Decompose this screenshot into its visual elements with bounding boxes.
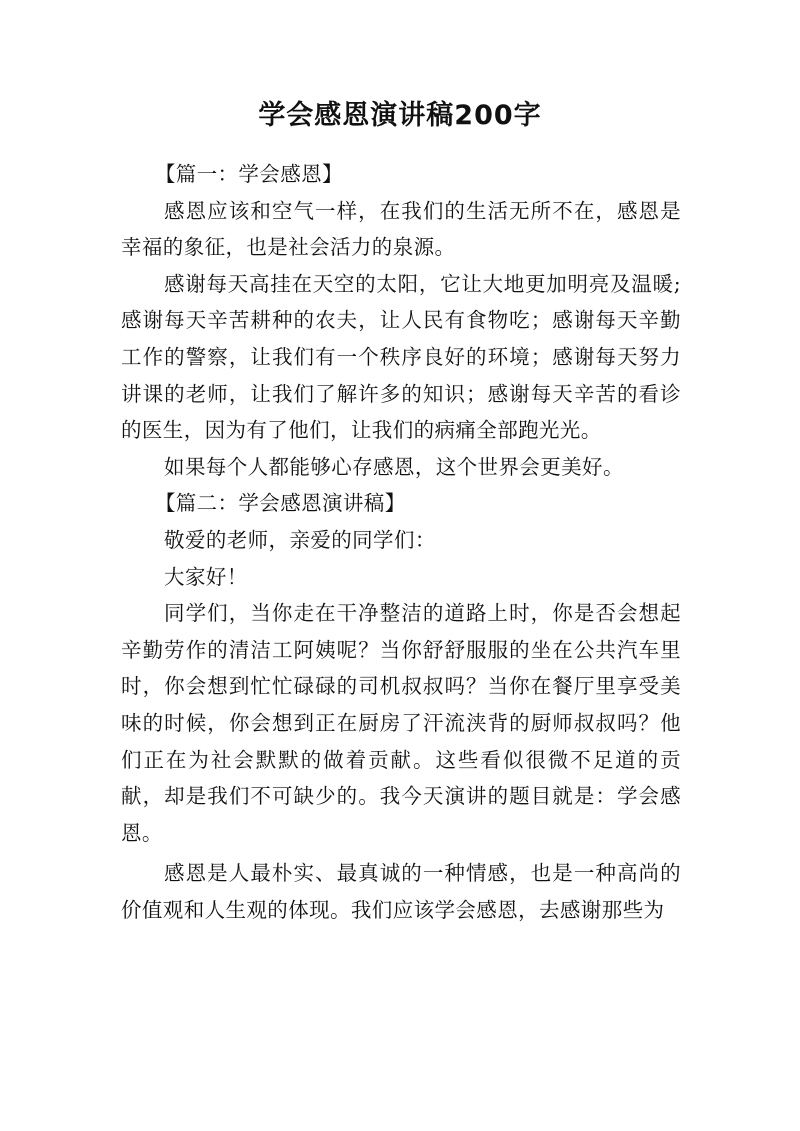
paragraph: 感恩是人最朴实、最真诚的一种情感，也是一种高尚的价值观和人生观的体现。我们应该学会感恩，去感谢那些为 (121, 861, 681, 922)
greeting: 大家好！ (164, 564, 248, 589)
paragraph: 如果每个人都能够心存感恩，这个世界会更美好。 (164, 454, 624, 479)
paragraph: 同学们，当你走在干净整洁的道路上时，你是否会想起辛勤劳作的清洁工阿姨呢？当你舒舒服服的坐在公共汽车里时，你会想到忙忙碌碌的司机叔叔吗？当你在餐厅里享受美味的时候，你会想到正在厨房了汗流浃背的厨师叔叔吗？他们正在为社会默默的做着贡献。这些看似很微不足道的贡献，却是我们不可缺少的。我今天演讲的题目就是：学会感恩。 (121, 601, 681, 845)
section-heading-2: 【篇二：学会感恩演讲稿】 (154, 491, 406, 516)
paragraph: 感谢每天高挂在天空的太阳，它让大地更加明亮及温暖;感谢每天辛苦耕种的农夫，让人民有食物吃；感谢每天辛勤工作的警察，让我们有一个秩序良好的环境；感谢每天努力讲课的老师，让我们了解许多的知识；感谢每天辛苦的看诊的医生，因为有了他们，让我们的病痛全部跑光光。 (121, 271, 681, 443)
document-body (121, 156, 681, 928)
paragraph: 感恩应该和空气一样，在我们的生活无所不在，感恩是幸福的象征，也是社会活力的泉源。 (121, 198, 681, 260)
document-title: 学会感恩演讲稿200字 (258, 100, 542, 131)
salutation: 敬爱的老师，亲爱的同学们： (164, 527, 436, 552)
section-heading-1: 【篇一：学会感恩】 (154, 162, 343, 186)
